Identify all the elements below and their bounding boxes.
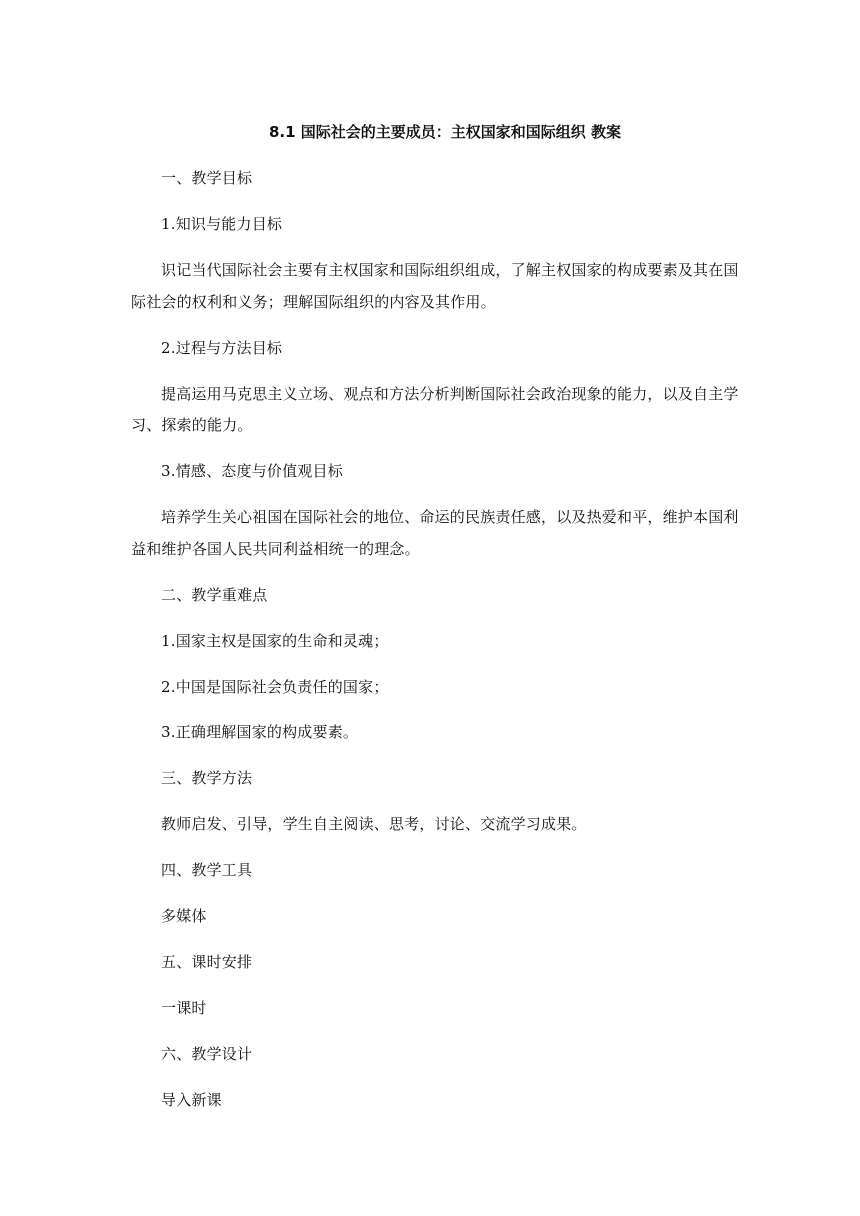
paragraph-line: 一课时	[161, 999, 207, 1017]
paragraph-line: 培养学生关心祖国在国际社会的地位、命运的民族责任感，以及热爱和平，维护本国利	[161, 508, 739, 526]
subheading-emotion-values: 3.情感、态度与价值观目标	[161, 462, 343, 480]
section-heading-design: 六、教学设计	[161, 1045, 253, 1063]
section-heading-objectives: 一、教学目标	[161, 169, 253, 187]
paragraph-line: 提高运用马克思主义立场、观点和方法分析判断国际社会政治现象的能力，以及自主学	[161, 385, 739, 403]
section-heading-methods: 三、教学方法	[161, 769, 253, 787]
paragraph-line: 导入新课	[161, 1091, 222, 1109]
document-title: 8.1 国际社会的主要成员：主权国家和国际组织 教案	[268, 123, 622, 141]
section-heading-schedule: 五、课时安排	[161, 953, 253, 971]
paragraph-line: 教师启发、引导，学生自主阅读、思考，讨论、交流学习成果。	[161, 815, 587, 833]
list-item: 2.中国是国际社会负责任的国家；	[161, 678, 389, 696]
list-item: 1.国家主权是国家的生命和灵魂；	[161, 632, 389, 650]
section-heading-tools: 四、教学工具	[161, 861, 253, 879]
section-heading-key-points: 二、教学重难点	[161, 586, 268, 604]
paragraph-line: 际社会的权利和义务；理解国际组织的内容及其作用。	[131, 293, 496, 311]
paragraph-line: 识记当代国际社会主要有主权国家和国际组织组成，了解主权国家的构成要素及其在国	[161, 261, 739, 279]
list-item: 3.正确理解国家的构成要素。	[161, 723, 359, 741]
subheading-knowledge-ability: 1.知识与能力目标	[161, 215, 283, 233]
paragraph-line: 习、探索的能力。	[131, 416, 253, 434]
paragraph-line: 益和维护各国人民共同利益相统一的理念。	[131, 540, 420, 558]
paragraph-line: 多媒体	[161, 907, 207, 925]
subheading-process-method: 2.过程与方法目标	[161, 339, 283, 357]
